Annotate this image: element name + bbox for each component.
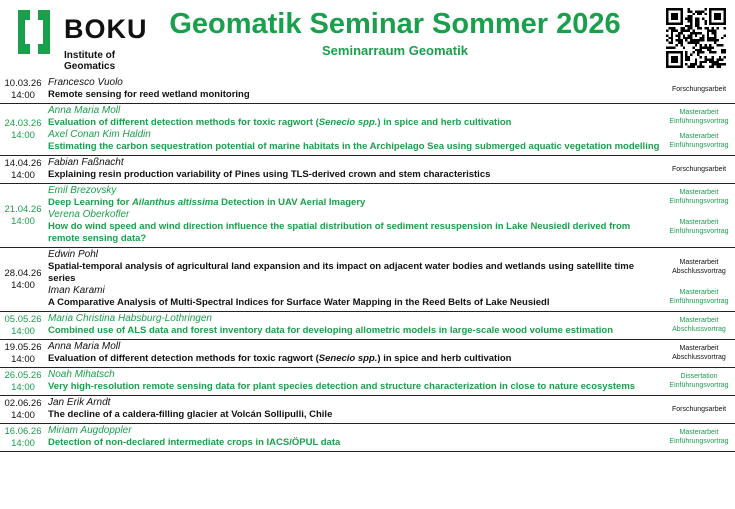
talk-types (663, 368, 735, 395)
talk-title-species: Senecio spp. (318, 353, 378, 364)
session-time: 14:00 (11, 169, 35, 181)
session-date: 19.05.26 (4, 341, 42, 353)
talk-title-text: The decline of a caldera-filling glacier at Volcán Sollipulli, Chile (48, 409, 333, 420)
talk-title (48, 261, 660, 285)
session-date: 02.06.26 (4, 397, 42, 409)
session-talks (48, 340, 660, 367)
talk-title (48, 437, 660, 449)
session-date: 24.03.26 (4, 117, 42, 129)
session-talks (48, 368, 660, 395)
talk-title-text: Evaluation of different detection methods for toxic ragwort ( (48, 117, 319, 128)
talk-types (663, 396, 735, 423)
talk-title-text: How do wind speed and wind direction influence the spatial distribution of sediment resuspension in Lake Neusiedl derived from remote sensing data? (48, 221, 631, 244)
talk-item (48, 185, 660, 209)
talk-title-text: Detection in UAV Aerial Imagery (218, 197, 366, 208)
page-header (0, 0, 735, 76)
talk-type (663, 165, 735, 174)
session-talks (48, 184, 660, 247)
page-title: Geomatik Seminar Sommer 2026 (169, 8, 621, 40)
session-row (0, 184, 735, 248)
talk-title-text: Detection of non-declared intermediate crops in IACS/ÖPUL data (48, 437, 341, 448)
qr-code-icon[interactable] (666, 8, 726, 68)
session-date-time (0, 76, 46, 103)
talk-item (48, 157, 660, 181)
talk-type (663, 405, 735, 414)
talk-title-text: ) in spice and herb cultivation (377, 353, 512, 364)
talk-title-text: Remote sensing for reed wetland monitoring (48, 89, 250, 100)
talk-title-text: Explaining resin production variability of Pines using TLS-derived crown and stem characteristics (48, 169, 491, 180)
talk-type-label: Einführungsvortrag (669, 228, 729, 235)
talk-item (48, 129, 660, 153)
talk-title (48, 141, 660, 153)
session-time: 14:00 (11, 89, 35, 101)
session-date: 05.05.26 (4, 313, 42, 325)
talk-type (663, 132, 735, 150)
session-talks (48, 104, 660, 155)
talk-type-label: Masterarbeit (679, 259, 719, 266)
boku-logo (14, 8, 148, 74)
talk-types (663, 76, 735, 103)
talk-item (48, 285, 660, 309)
session-date-time (0, 184, 46, 247)
speaker-name: Emil Brezovsky (48, 185, 117, 196)
session-row (0, 368, 735, 396)
talk-title (48, 89, 660, 101)
session-row (0, 76, 735, 104)
session-talks (48, 312, 660, 339)
talk-types (663, 184, 735, 247)
talk-title (48, 221, 660, 245)
talk-item (48, 369, 660, 393)
talk-type (663, 288, 735, 306)
session-date: 10.03.26 (4, 77, 42, 89)
talk-types (663, 312, 735, 339)
talk-item (48, 249, 660, 285)
talk-item (48, 77, 660, 101)
session-time: 14:00 (11, 279, 35, 291)
talk-type-label: Einführungsvortrag (669, 382, 729, 389)
seminar-schedule (0, 76, 735, 452)
talk-type (663, 344, 735, 362)
talk-type-label: Abschlussvortrag (672, 326, 726, 333)
talk-title-text: Estimating the carbon sequestration potential of marine habitats in the Archipelago Sea using submerged aquatic vegetation modelling (48, 141, 660, 152)
talk-type-label: Masterarbeit (679, 345, 719, 352)
talk-type-label: Masterarbeit (679, 429, 719, 436)
talk-type-label: Masterarbeit (679, 109, 719, 116)
session-date-time (0, 368, 46, 395)
speaker-name: Miriam Augdoppler (48, 425, 132, 436)
talk-item (48, 397, 660, 421)
talk-title-text: Evaluation of different detection methods for toxic ragwort ( (48, 353, 319, 364)
session-date-time (0, 156, 46, 183)
talk-title (48, 197, 660, 209)
talk-title-text: Very high-resolution remote sensing data for plant species detection and structure characterization in close to nature ecosystems (48, 381, 636, 392)
session-date-time (0, 248, 46, 311)
session-talks (48, 156, 660, 183)
talk-title (48, 381, 660, 393)
session-date: 14.04.26 (4, 157, 42, 169)
talk-types (663, 156, 735, 183)
session-date: 16.06.26 (4, 425, 42, 437)
talk-types (663, 424, 735, 451)
talk-type-label: Forschungsarbeit (671, 165, 727, 173)
session-talks (48, 396, 660, 423)
talk-title (48, 353, 660, 365)
talk-type-label: Forschungsarbeit (671, 85, 727, 93)
talk-type (663, 188, 735, 206)
talk-type-label: Abschlussvortrag (672, 268, 726, 275)
session-date-time (0, 104, 46, 155)
talk-types (663, 340, 735, 367)
session-row (0, 340, 735, 368)
session-date-time (0, 312, 46, 339)
speaker-name: Noah Mihatsch (48, 369, 115, 380)
session-row (0, 396, 735, 424)
talk-type-label: Forschungsarbeit (671, 405, 727, 413)
talk-type-label: Masterarbeit (679, 289, 719, 296)
talk-type (663, 372, 735, 390)
talk-title-text: A Comparative Analysis of Multi-Spectral Indices for Surface Water Mapping in the Reed Belts of Lake Neusiedl (48, 297, 550, 308)
talk-title (48, 297, 660, 309)
session-row (0, 156, 735, 184)
talk-type-label: Abschlussvortrag (672, 354, 726, 361)
session-time: 14:00 (11, 325, 35, 337)
talk-title (48, 325, 660, 337)
speaker-name: Iman Karami (48, 285, 105, 296)
talk-item (48, 313, 660, 337)
speaker-name: Maria Christina Habsburg-Lothringen (48, 313, 212, 324)
talk-title-text: ) in spice and herb cultivation (377, 117, 512, 128)
talk-title-species: Ailanthus altissima (131, 197, 219, 208)
speaker-name: Edwin Pohl (48, 249, 99, 260)
talk-type (663, 218, 735, 236)
talk-type-label: Dissertation (680, 373, 718, 380)
session-date: 26.05.26 (4, 369, 42, 381)
talk-item (48, 425, 660, 449)
speaker-name: Fabian Faßnacht (48, 157, 124, 168)
session-talks (48, 76, 660, 103)
session-talks (48, 248, 660, 311)
talk-type (663, 108, 735, 126)
talk-type-label: Masterarbeit (679, 133, 719, 140)
session-time: 14:00 (11, 381, 35, 393)
talk-item (48, 209, 660, 245)
speaker-name: Jan Erik Arndt (48, 397, 111, 408)
talk-item (48, 105, 660, 129)
session-talks (48, 424, 660, 451)
talk-types (663, 104, 735, 155)
talk-title-species: Senecio spp. (318, 117, 378, 128)
session-row (0, 424, 735, 452)
session-date: 21.04.26 (4, 203, 42, 215)
talk-title (48, 117, 660, 129)
talk-type-label: Einführungsvortrag (669, 118, 729, 125)
talk-type (663, 85, 735, 94)
session-row (0, 248, 735, 312)
session-time: 14:00 (11, 353, 35, 365)
institute-name: Institute of Geomatics (64, 50, 116, 72)
talk-type-label: Masterarbeit (679, 317, 719, 324)
talk-type (663, 316, 735, 334)
talk-title-text: Deep Learning for (48, 197, 132, 208)
session-date-time (0, 424, 46, 451)
talk-type-label: Einführungsvortrag (669, 298, 729, 305)
session-time: 14:00 (11, 129, 35, 141)
logo-wordmark: BOKU (64, 14, 148, 44)
speaker-name: Verena Oberkofler (48, 209, 130, 220)
talk-item (48, 341, 660, 365)
talk-type-label: Einführungsvortrag (669, 438, 729, 445)
session-date: 28.04.26 (4, 267, 42, 279)
session-date-time (0, 396, 46, 423)
session-date-time (0, 340, 46, 367)
talk-title-text: Spatial-temporal analysis of agricultural land expansion and its impact on adjacent water bodies and wetlands using satellite time series (48, 261, 634, 284)
talk-type-label: Einführungsvortrag (669, 142, 729, 149)
talk-type-label: Masterarbeit (679, 189, 719, 196)
speaker-name: Anna Maria Moll (48, 105, 121, 116)
speaker-name: Francesco Vuolo (48, 77, 123, 88)
talk-type (663, 258, 735, 276)
speaker-name: Anna Maria Moll (48, 341, 121, 352)
boku-logo-icon (14, 8, 54, 56)
speaker-name: Axel Conan Kim Haldin (48, 129, 151, 140)
talk-title (48, 169, 660, 181)
talk-title (48, 409, 660, 421)
session-time: 14:00 (11, 409, 35, 421)
session-time: 14:00 (11, 215, 35, 227)
talk-types (663, 248, 735, 311)
talk-type-label: Masterarbeit (679, 219, 719, 226)
talk-type (663, 428, 735, 446)
session-time: 14:00 (11, 437, 35, 449)
talk-title-text: Combined use of ALS data and forest inventory data for developing allometric models in large-scale wood volume estimation (48, 325, 614, 336)
session-row (0, 104, 735, 156)
page-subtitle: Seminarraum Geomatik (322, 43, 468, 58)
talk-type-label: Einführungsvortrag (669, 198, 729, 205)
session-row (0, 312, 735, 340)
